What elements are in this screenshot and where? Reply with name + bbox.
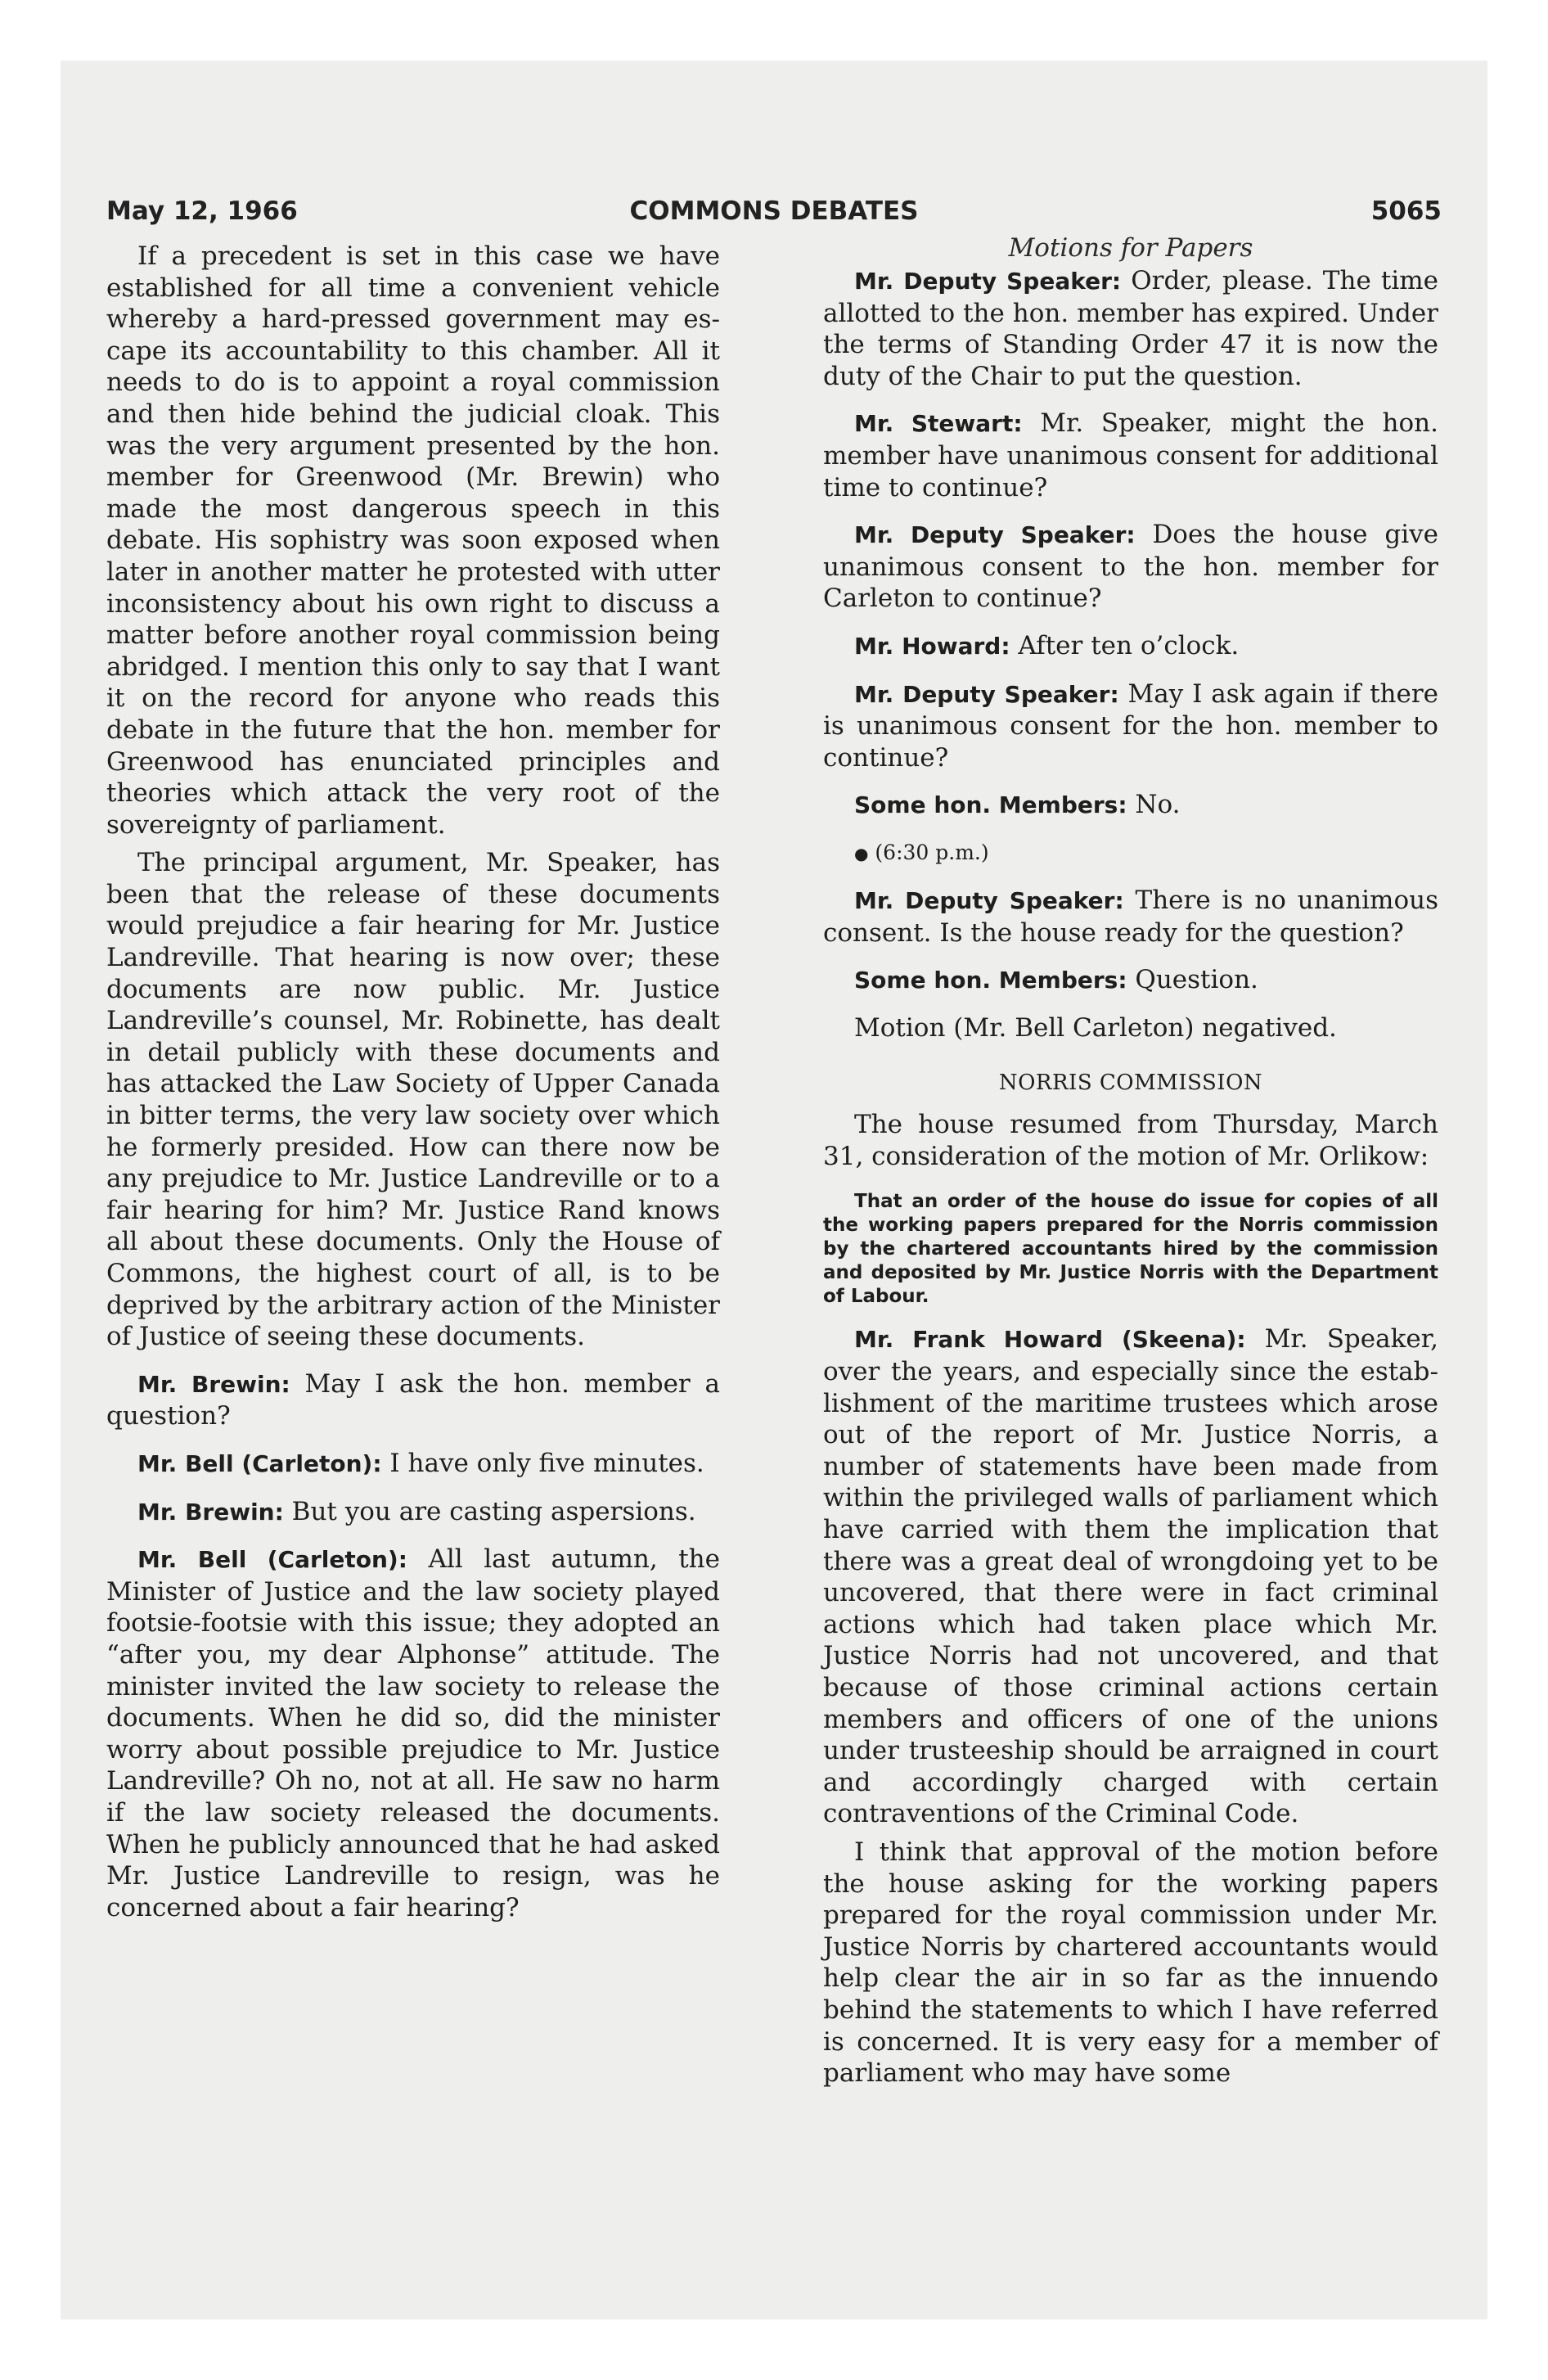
section-kicker: Motions for Papers — [1008, 233, 1253, 263]
speech-paragraph: Mr. Howard: After ten o’clock. — [854, 630, 1240, 660]
speech-paragraph: Mr. Deputy Speaker: Does the house give unanimous consent to the hon. member for Carleton to continue? — [823, 520, 1438, 614]
speech-paragraph: Mr. Bell (Carleton): All last autumn, the Minister of Justice and the law society played footsie-footsie with this issue; they adopted an “after you, my dear Alphonse” attitude. The minister invited the law society to release the documents. When he did so, did the minister worry about possible prejudice to Mr. Justice Landreville? Oh no, not at all. He saw no harm if the law society released the documents. When he publicly announced that he had asked Mr. Justice Landreville to resign, was he concerned about a fair hearing? — [106, 1544, 720, 1922]
speech-paragraph: Mr. Frank Howard (Skeena): Mr. Speaker, over the years, and especially since the establishment of the maritime trustees which arose out of the report of Mr. Justice Norris, a number of statements have been made from within the privileged walls of parliament which have carried with them the implication that there was a great deal of wrongdoing yet to be uncovered, that there were in fact criminal actions which had taken place which Mr. Justice Norris had not uncovered, and that because of those criminal actions certain members and officers of one of the unions under trusteeship should be arraigned in court and accordingly charged with certain contraventions of the Criminal Code. — [823, 1324, 1439, 1829]
speaker-name: Mr. Deputy Speaker: — [854, 268, 1122, 295]
paragraph: The house resumed from Thursday, March 31, consideration of the motion of Mr. Orlikow: — [823, 1110, 1438, 1171]
paragraph: Motion (Mr. Bell Carleton) negatived. — [854, 1012, 1337, 1043]
speech-paragraph: Mr. Brewin: May I ask the hon. member a question? — [106, 1368, 720, 1431]
speech-paragraph: Some hon. Members: Question. — [854, 965, 1258, 995]
speaker-name: Mr. Stewart: — [854, 410, 1023, 438]
right-column — [823, 233, 1439, 2089]
paragraph: The principal argument, Mr. Speaker, has been that the release of these documents would prejudice a fair hearing for Mr. Justice Landreville. That hearing is now over; these documents are now public. Mr. Justice Landreville’s counsel, Mr. Robinette, has dealt in detail publicly with these documents and has attacked the Law Society of Upper Canada in bitter terms, the very law society over which he formerly presided. How can there now be any prejudice to Mr. Justice Landreville or to a fair hearing for him? Mr. Justice Rand knows all about these documents. Only the House of Commons, the highest court of all, is to be deprived by the arbitrary action of the Minister of Justice of seeing these documents. — [106, 848, 720, 1352]
bullet-icon: ● — [854, 843, 869, 863]
section-heading: NORRIS COMMISSION — [998, 1071, 1263, 1096]
speaker-name: Mr. Bell (Carleton): — [137, 1546, 407, 1574]
speech-paragraph: Mr. Bell (Carleton): I have only five minutes. — [137, 1448, 704, 1478]
header-page-number: 5065 — [1370, 196, 1442, 226]
speaker-name: Mr. Frank Howard (Skeena): — [854, 1326, 1246, 1354]
paragraph: If a precedent is set in this case we have established for all time a convenient vehicle whereby a hard-pressed government may escape its accountability to this chamber. All it needs to do is to appoint a royal commission and then hide behind the judicial cloak. This was the very argument presented by the hon. member for Greenwood (Mr. Brewin) who made the most dangerous speech in this debate. His sophistry was soon exposed when later in another matter he protested with utter inconsistency about his own right to discuss a matter before another royal commission being abridged. I mention this only to say that I want it on the record for anyone who reads this debate in the future that the hon. member for Greenwood has enunciated principles and theories which attack the very root of the sovereignty of parliament. — [106, 241, 720, 840]
motion-text: That an order of the house do issue for copies of all the working papers prepared for the Norris commission by the chartered accountants hired by the commission and deposited by Mr. Justice Norris with the Department of Labour. — [823, 1191, 1438, 1308]
speaker-name: Mr. Deputy Speaker: — [854, 886, 1124, 914]
speech-paragraph: Mr. Deputy Speaker: There is no unanimous consent. Is the house ready for the question? — [823, 885, 1438, 948]
header-publication: COMMONS DEBATES — [629, 196, 919, 226]
speaker-name: Mr. Brewin: — [137, 1370, 290, 1398]
header-date: May 12, 1966 — [106, 196, 298, 226]
speech-paragraph: Mr. Stewart: Mr. Speaker, might the hon. member have unanimous consent for additional time to continue? — [823, 408, 1439, 503]
paragraph: I think that approval of the motion before the house asking for the working papers prepared for the royal commission under Mr. Justice Norris by chartered accountants would help clear the air in so far as the innuendo behind the statements to which I have referred is concerned. It is very easy for a member of parliament who may have some — [823, 1837, 1438, 2089]
speaker-name: Mr. Deputy Speaker: — [854, 680, 1119, 708]
speech-paragraph: Mr. Brewin: But you are casting aspersions. — [137, 1496, 696, 1526]
speaker-name: Some hon. Members: — [854, 967, 1127, 994]
speech-paragraph: Mr. Deputy Speaker: May I ask again if there is unanimous consent for the hon. member to continue? — [823, 678, 1439, 773]
time-marker: ● (6:30 p.m.) — [854, 840, 989, 864]
speech-paragraph: Some hon. Members: No. — [854, 790, 1181, 820]
speaker-name: Mr. Howard: — [854, 632, 1010, 660]
speech-paragraph: Mr. Deputy Speaker: Order, please. The time allotted to the hon. member has expired. Under the terms of Standing Order 47 it is now the duty of the Chair to put the question. — [823, 266, 1438, 391]
speaker-name: Mr. Brewin: — [137, 1498, 284, 1526]
left-column — [106, 241, 720, 1923]
speaker-name: Mr. Deputy Speaker: — [854, 521, 1136, 549]
speaker-name: Mr. Bell (Carleton): — [137, 1449, 382, 1477]
speaker-name: Some hon. Members: — [854, 791, 1127, 819]
